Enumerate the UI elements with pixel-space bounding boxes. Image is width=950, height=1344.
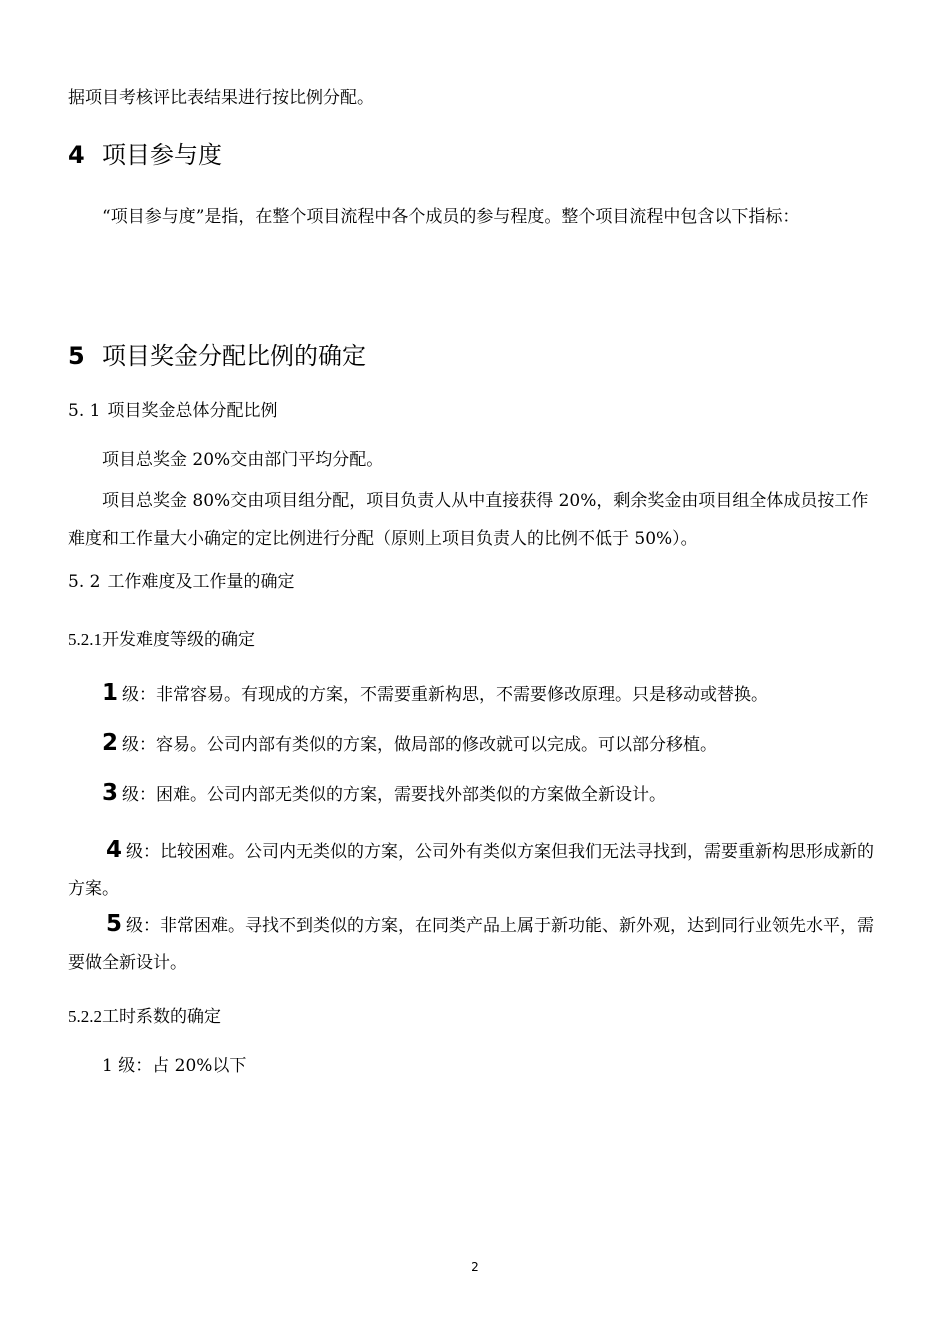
difficulty-level-3: [102, 776, 876, 813]
section-5-1-number: 5. 1: [68, 401, 101, 421]
difficulty-level-1: [102, 676, 876, 713]
level-text: 级：非常困难。寻找不到类似的方案，在同类产品上属于新功能、新外观，达到同行业领先水平，需要做全新设计。: [68, 916, 875, 973]
intro-line: 据项目考核评比表结果进行按比例分配。: [68, 88, 374, 108]
section-5-1-title: 项目奖金总体分配比例: [107, 401, 278, 421]
section-5-2-1-heading: [68, 626, 255, 654]
section-5-1-paragraph-1: 项目总奖金 20%交由部门平均分配。: [102, 450, 384, 470]
section-5-2-heading: [68, 568, 294, 596]
difficulty-level-5: [68, 906, 876, 982]
section-5-number: 5: [68, 342, 85, 370]
level-text: 级：非常容易。有现成的方案，不需要重新构思，不需要修改原理。只是移动或替换。: [122, 685, 769, 705]
section-5-1-paragraph-2: 项目总奖金 80%交由项目组分配，项目负责人从中直接获得 20%，剩余奖金由项目组全体成员按工作难度和工作量大小确定的定比例进行分配（原则上项目负责人的比例不低于 50%）。: [68, 491, 869, 549]
level-number: 4: [106, 837, 123, 863]
section-4-title: 项目参与度: [102, 141, 222, 169]
section-5-2-2-title: 工时系数的确定: [102, 1007, 221, 1027]
section-5-2-2-number: 5.2.2: [68, 1007, 102, 1026]
page-number: 2: [471, 1260, 479, 1274]
workload-level-1: 1 级：占 20%以下: [102, 1056, 247, 1076]
section-5-2-1-title: 开发难度等级的确定: [102, 630, 255, 650]
difficulty-level-2: [102, 726, 876, 763]
level-text: 级：困难。公司内部无类似的方案，需要找外部类似的方案做全新设计。: [122, 785, 667, 805]
section-5-2-2-heading: [68, 1003, 221, 1031]
level-text: 级：容易。公司内部有类似的方案，做局部的修改就可以完成。可以部分移植。: [122, 735, 718, 755]
level-text: 级：比较困难。公司内无类似的方案，公司外有类似方案但我们无法寻找到，需要重新构思形成新的方案。: [68, 842, 875, 899]
level-number: 3: [102, 780, 119, 806]
level-number: 2: [102, 730, 119, 756]
level-number: 1: [102, 680, 119, 706]
section-4-paragraph: “项目参与度”是指，在整个项目流程中各个成员的参与程度。整个项目流程中包含以下指标：: [102, 207, 800, 227]
section-5-1-heading: [68, 397, 277, 425]
section-5-2-title: 工作难度及工作量的确定: [107, 572, 295, 592]
section-5-title: 项目奖金分配比例的确定: [102, 342, 366, 370]
section-5-heading: [68, 340, 366, 372]
section-4-number: 4: [68, 141, 85, 169]
level-number: 5: [106, 911, 123, 937]
difficulty-level-4: [68, 832, 876, 908]
section-5-2-1-number: 5.2.1: [68, 630, 102, 649]
section-5-2-number: 5. 2: [68, 572, 101, 592]
section-4-heading: [68, 139, 222, 171]
